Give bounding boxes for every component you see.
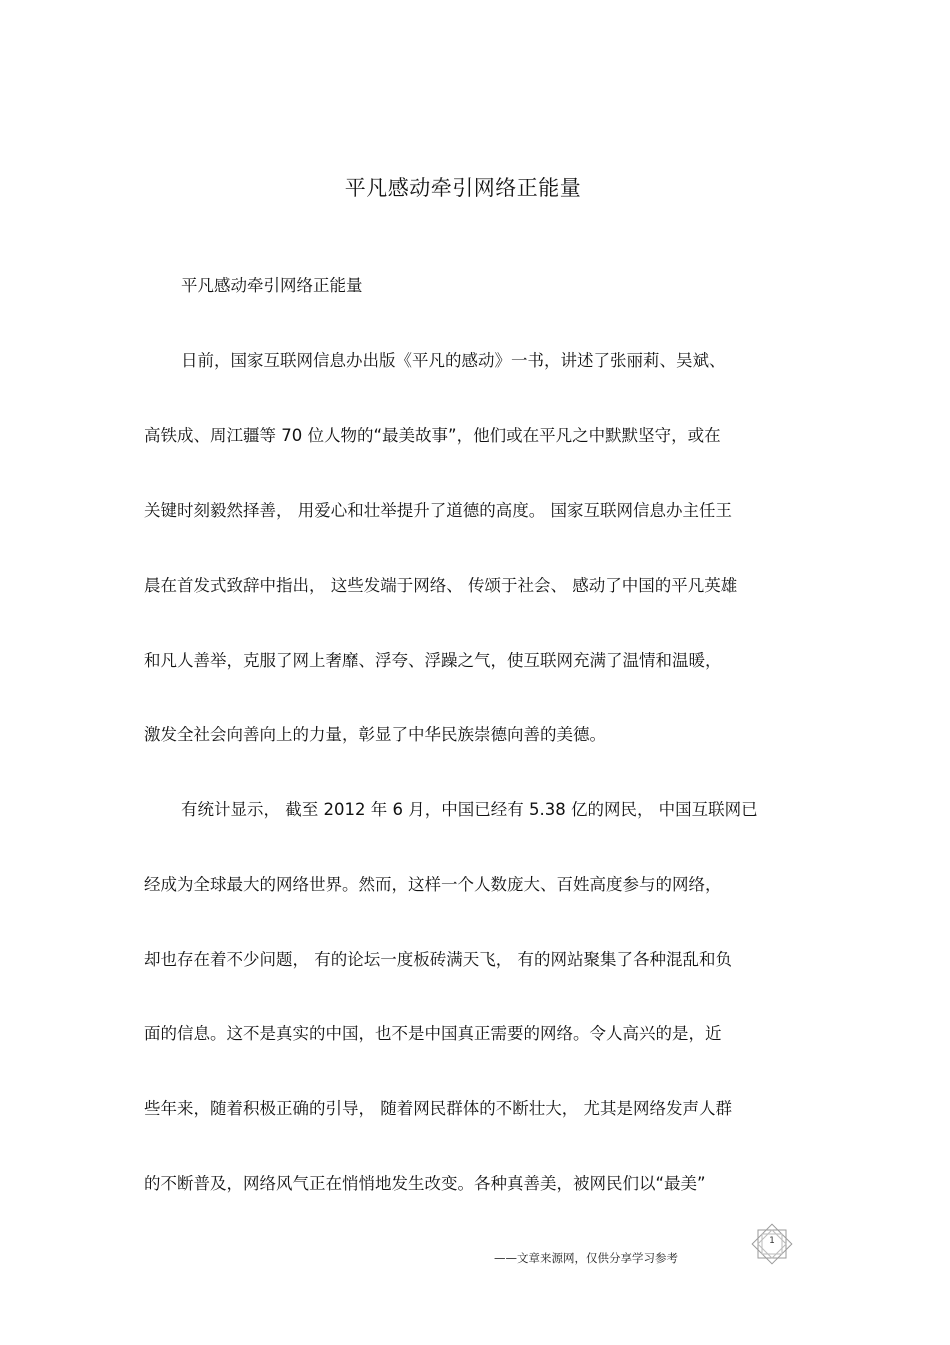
page-number-badge xyxy=(748,1220,796,1268)
paragraph-line: 经成为全球最大的网络世界。然而，这样一个人数庞大、百姓高度参与的网络， xyxy=(144,875,722,894)
paragraph-line: 和凡人善举，克服了网上奢靡、浮夸、浮躁之气，使互联网充满了温情和温暖， xyxy=(144,651,722,670)
paragraph-line: 面的信息。这不是真实的中国，也不是中国真正需要的网络。令人高兴的是，近 xyxy=(144,1024,722,1043)
paragraph-line: 高铁成、周江疆等 70 位人物的“最美故事”，他们或在平凡之中默默坚守，或在 xyxy=(144,426,721,445)
paragraph-line: 些年来，随着积极正确的引导， 随着网民群体的不断壮大， 尤其是网络发声人群 xyxy=(144,1099,732,1118)
subtitle-line: 平凡感动牵引网络正能量 xyxy=(181,276,363,295)
paragraph-line: 的不断普及，网络风气正在悄悄地发生改变。各种真善美，被网民们以“最美” xyxy=(144,1174,706,1193)
paragraph-line: 却也存在着不少问题， 有的论坛一度板砖满天飞， 有的网站聚集了各种混乱和负 xyxy=(144,950,732,969)
document-title: 平凡感动牵引网络正能量 xyxy=(344,176,582,200)
paragraph-line: 晨在首发式致辞中指出， 这些发端于网络、 传颂于社会、 感动了中国的平凡英雄 xyxy=(144,576,738,595)
paragraph-line: 关键时刻毅然择善， 用爱心和壮举提升了道德的高度。 国家互联网信息办主任王 xyxy=(144,501,732,520)
source-note: ——文章来源网，仅供分享学习参考 xyxy=(494,1251,678,1265)
page-number: 1 xyxy=(769,1236,775,1246)
paragraph-line: 激发全社会向善向上的力量，彰显了中华民族崇德向善的美德。 xyxy=(144,725,606,744)
paragraph-line: 日前，国家互联网信息办出版《平凡的感动》一书，讲述了张丽莉、吴斌、 xyxy=(181,351,726,370)
paragraph-line: 有统计显示， 截至 2012 年 6 月，中国已经有 5.38 亿的网民， 中国互联网已 xyxy=(181,800,758,819)
